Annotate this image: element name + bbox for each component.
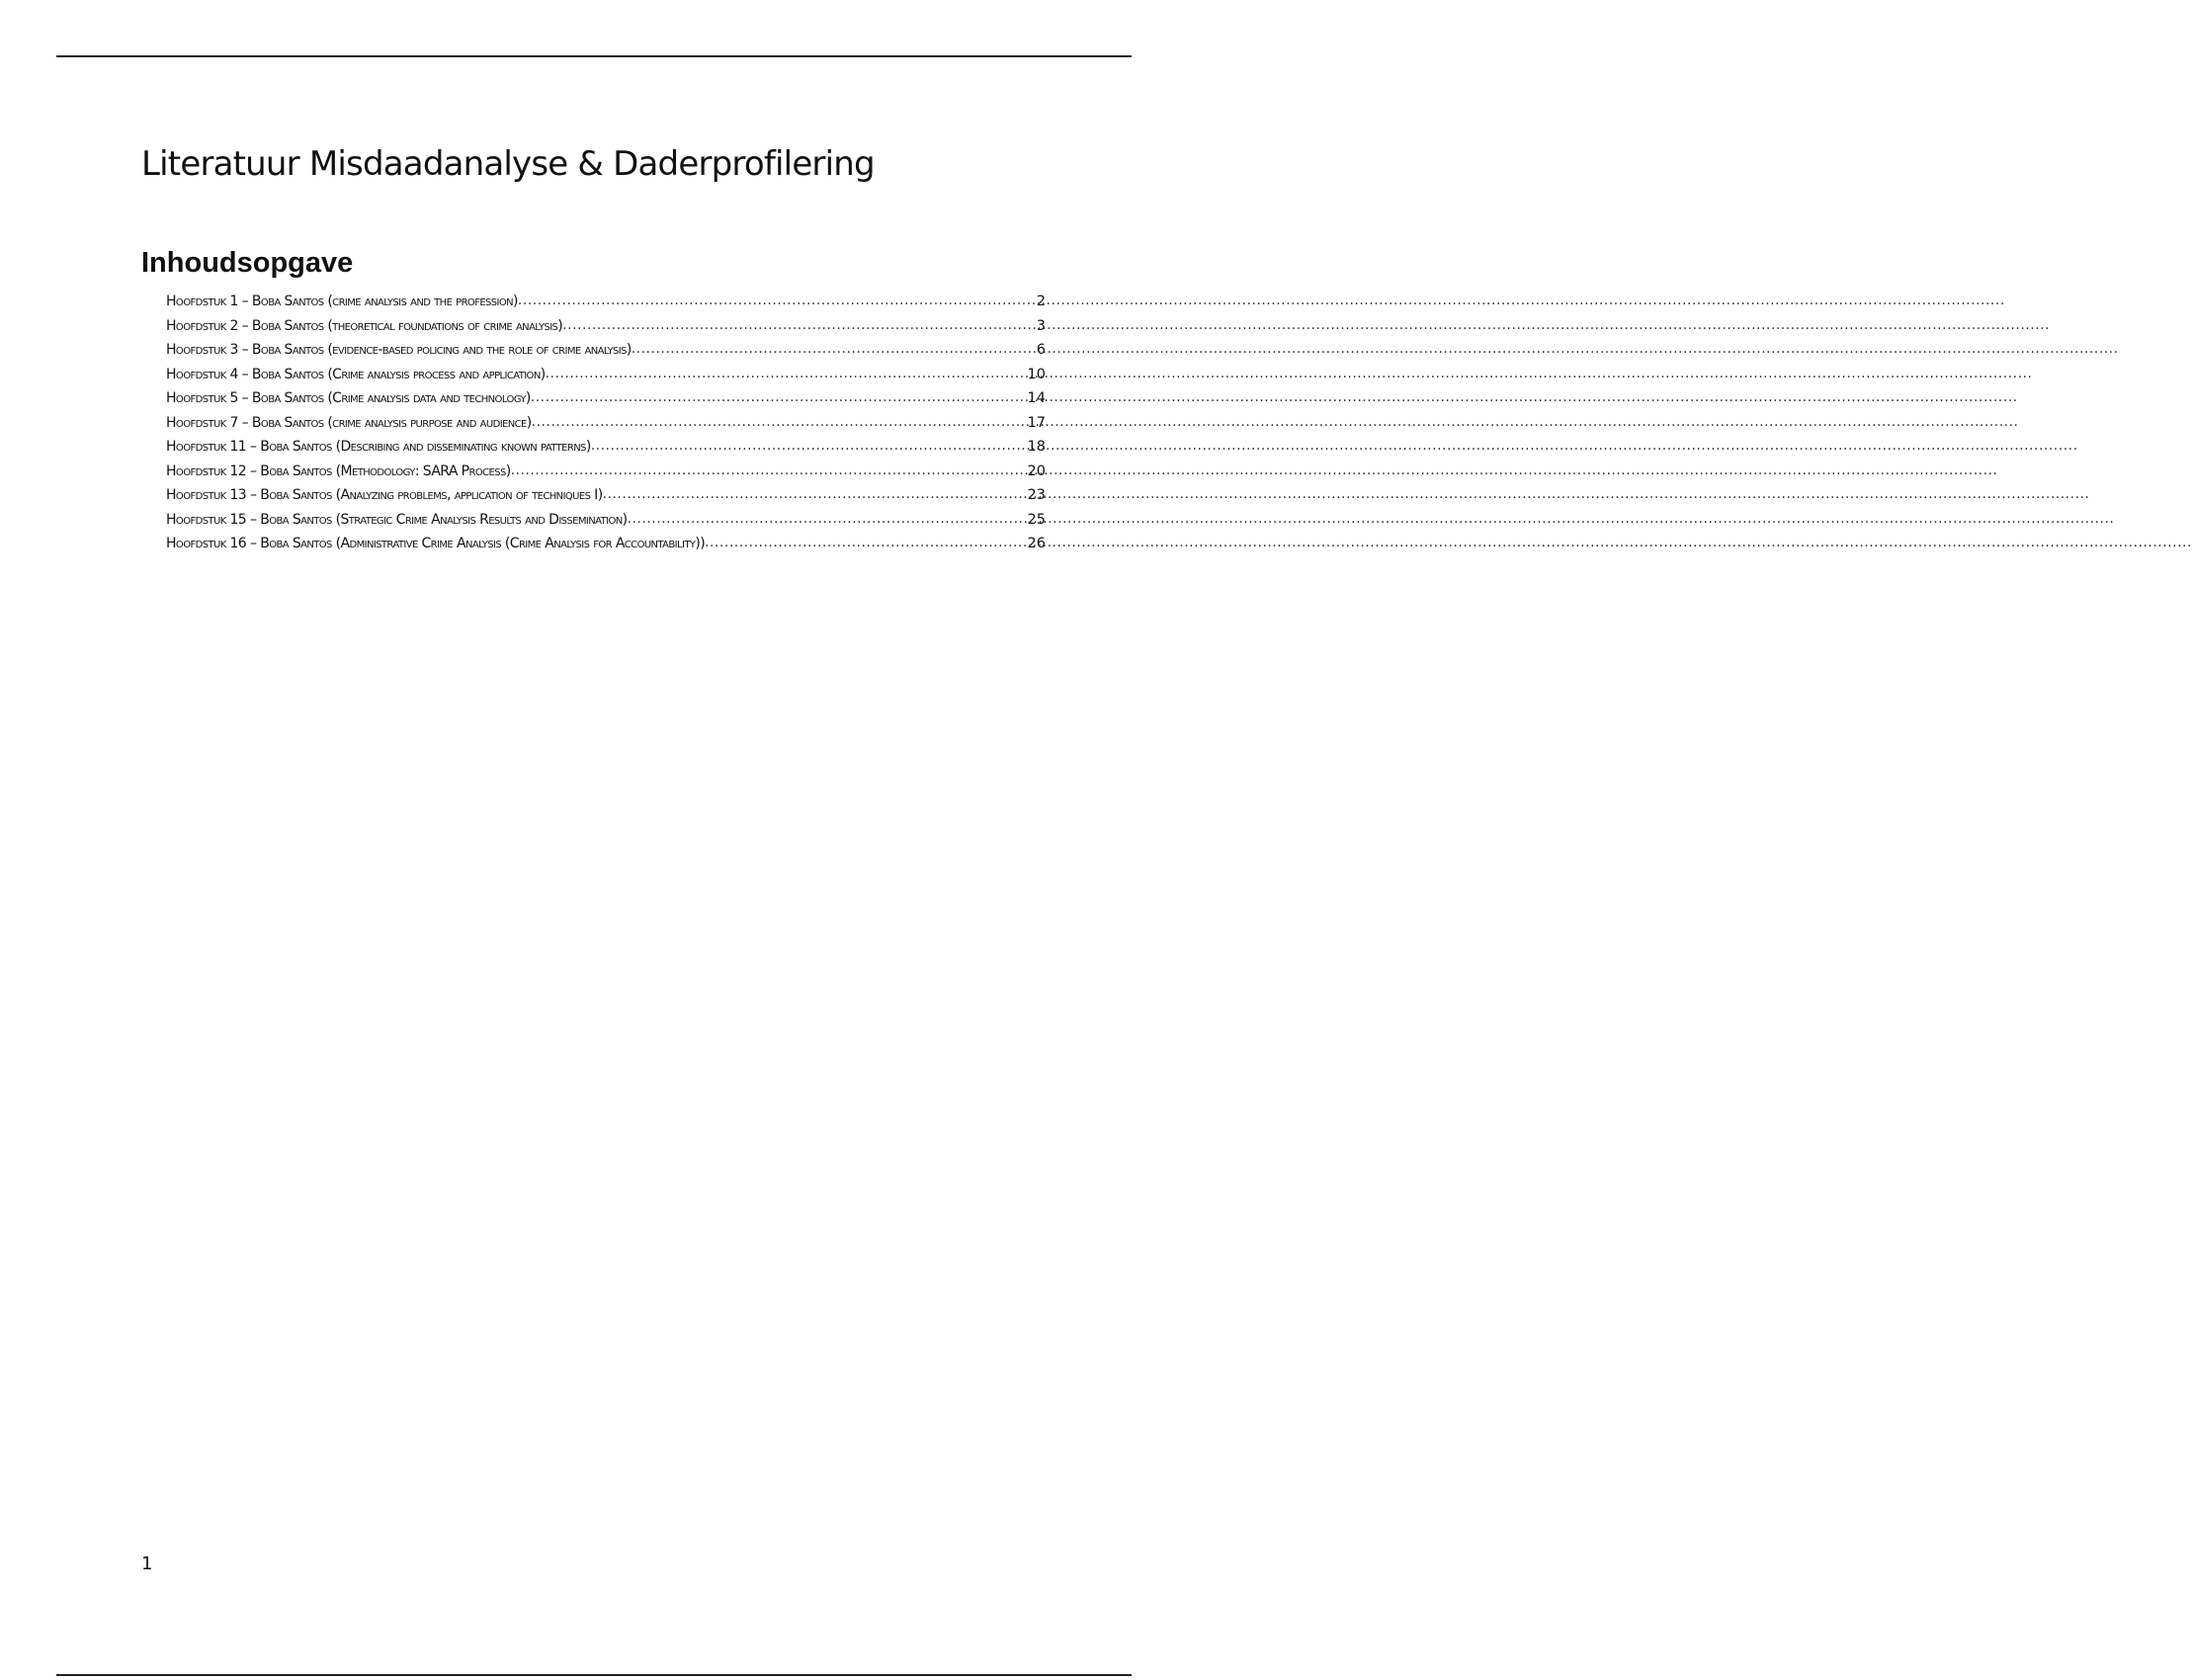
toc-entry-title: Hoofdstuk 3 – Boba Santos (evidence-based policing and the role of crime analysis) [166, 342, 632, 358]
toc-entry[interactable] [166, 342, 1046, 367]
toc-entry-page: 25 [1027, 511, 1046, 528]
footer-rule [56, 1674, 1132, 1676]
toc-heading: Inhoudsopgave [141, 247, 354, 279]
toc-dot-leader [705, 535, 1026, 550]
toc-entry-title: Hoofdstuk 7 – Boba Santos (crime analysis purpose and audience) [166, 414, 532, 431]
toc-entry-title: Hoofdstuk 11 – Boba Santos (Describing and disseminating known patterns) [166, 439, 591, 455]
toc-entry[interactable] [166, 318, 1046, 343]
toc-entry-page: 17 [1027, 414, 1046, 431]
toc-entry-title: Hoofdstuk 1 – Boba Santos (crime analysis and the profession) [166, 294, 518, 309]
toc-entry-page: 26 [1027, 536, 1046, 551]
toc-dot-leader [591, 438, 1027, 454]
page-number: 1 [141, 1554, 153, 1574]
toc-entry-page: 6 [1036, 342, 1046, 358]
table-of-contents [166, 294, 1046, 560]
toc-dot-leader [511, 462, 1027, 478]
toc-entry-title: Hoofdstuk 16 – Boba Santos (Administrative Crime Analysis (Crime Analysis for Accountability)) [166, 536, 706, 551]
toc-dot-leader [546, 366, 1027, 381]
toc-entry-title: Hoofdstuk 13 – Boba Santos (Analyzing problems, application of techniques I) [166, 487, 603, 503]
toc-entry-page: 3 [1036, 317, 1046, 334]
toc-entry-title: Hoofdstuk 15 – Boba Santos (Strategic Crime Analysis Results and Dissemination) [166, 511, 628, 528]
toc-entry-page: 18 [1027, 439, 1046, 455]
toc-entry[interactable] [166, 439, 1046, 463]
toc-entry-page: 23 [1027, 487, 1046, 503]
header-rule [56, 55, 1132, 57]
toc-dot-leader [562, 317, 1036, 333]
toc-dot-leader [531, 389, 1027, 405]
toc-entry[interactable] [166, 536, 1046, 560]
toc-entry[interactable] [166, 390, 1046, 415]
toc-entry-title: Hoofdstuk 2 – Boba Santos (theoretical foundations of crime analysis) [166, 317, 563, 334]
toc-entry[interactable] [166, 463, 1046, 488]
toc-dot-leader [532, 414, 1027, 430]
toc-dot-leader [603, 486, 1027, 502]
toc-entry-page: 2 [1036, 294, 1046, 309]
toc-entry-title: Hoofdstuk 5 – Boba Santos (Crime analysis data and technology) [166, 390, 531, 406]
toc-entry[interactable] [166, 367, 1046, 391]
toc-entry-page: 20 [1027, 462, 1046, 479]
toc-dot-leader [632, 341, 1036, 357]
toc-dot-leader [518, 293, 1036, 308]
toc-entry[interactable] [166, 512, 1046, 537]
toc-entry-page: 14 [1027, 390, 1046, 406]
toc-entry[interactable] [166, 294, 1046, 318]
toc-entry[interactable] [166, 415, 1046, 440]
document-title: Literatuur Misdaadanalyse & Daderprofilering [141, 144, 875, 184]
toc-entry-title: Hoofdstuk 12 – Boba Santos (Methodology: SARA Process) [166, 462, 511, 479]
toc-entry-page: 10 [1027, 366, 1046, 382]
toc-entry[interactable] [166, 487, 1046, 512]
toc-dot-leader [628, 511, 1027, 527]
toc-entry-title: Hoofdstuk 4 – Boba Santos (Crime analysis process and application) [166, 366, 546, 382]
